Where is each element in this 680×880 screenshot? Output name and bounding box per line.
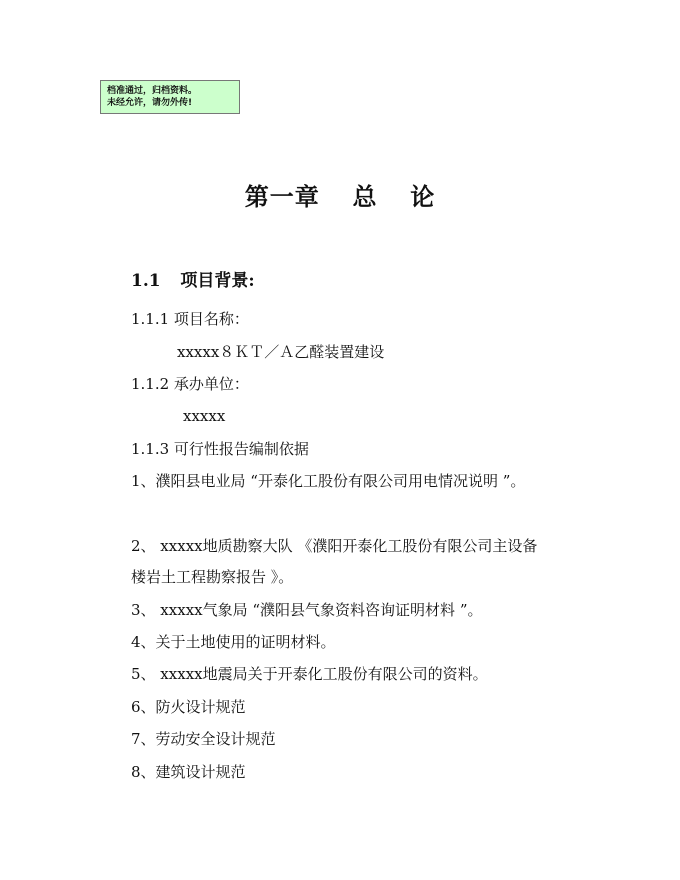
section-title: 项目背景: xyxy=(180,271,255,291)
stamp-line-1: 档准通过，归档资料。 xyxy=(107,86,198,96)
approval-stamp xyxy=(100,80,240,114)
basis-item-2-line-2: 楼岩土工程勘察报告 》。 xyxy=(131,568,294,586)
basis-item-3: 3、 xxxxx气象局 “濮阳县气象资料咨询证明材料 ”。 xyxy=(131,601,483,619)
basis-item-7: 7、劳动安全设计规范 xyxy=(131,730,276,748)
basis-item-8: 8、建筑设计规范 xyxy=(131,763,246,781)
basis-item-2-line-1: 2、 xxxxx地质勘察大队 《濮阳开泰化工股份有限公司主设备 xyxy=(131,537,538,555)
organizer-label: 1.1.2 承办单位： xyxy=(131,375,249,393)
basis-item-5: 5、 xxxxx地震局关于开泰化工股份有限公司的资料。 xyxy=(131,665,488,683)
chapter-word-1: 总 xyxy=(352,182,378,211)
basis-item-6: 6、防火设计规范 xyxy=(131,698,246,716)
basis-item-4: 4、关于土地使用的证明材料。 xyxy=(131,633,336,651)
basis-item-1: 1、濮阳县电业局 “开泰化工股份有限公司用电情况说明 ”。 xyxy=(131,472,526,490)
project-name-value: xxxxx８ＫＴ／Ａ乙醛装置建设 xyxy=(177,343,385,361)
stamp-line-2: 未经允许，请勿外传! xyxy=(107,98,193,108)
basis-heading: 1.1.3 可行性报告编制依据 xyxy=(131,440,309,458)
chapter-word-2: 论 xyxy=(410,182,436,211)
project-name-label: 1.1.1 项目名称： xyxy=(131,310,249,328)
section-number: 1.1 xyxy=(131,271,161,291)
chapter-number: 第一章 xyxy=(244,182,320,211)
chapter-title xyxy=(0,177,680,212)
section-heading xyxy=(131,266,255,291)
organizer-value: xxxxx xyxy=(183,407,226,425)
